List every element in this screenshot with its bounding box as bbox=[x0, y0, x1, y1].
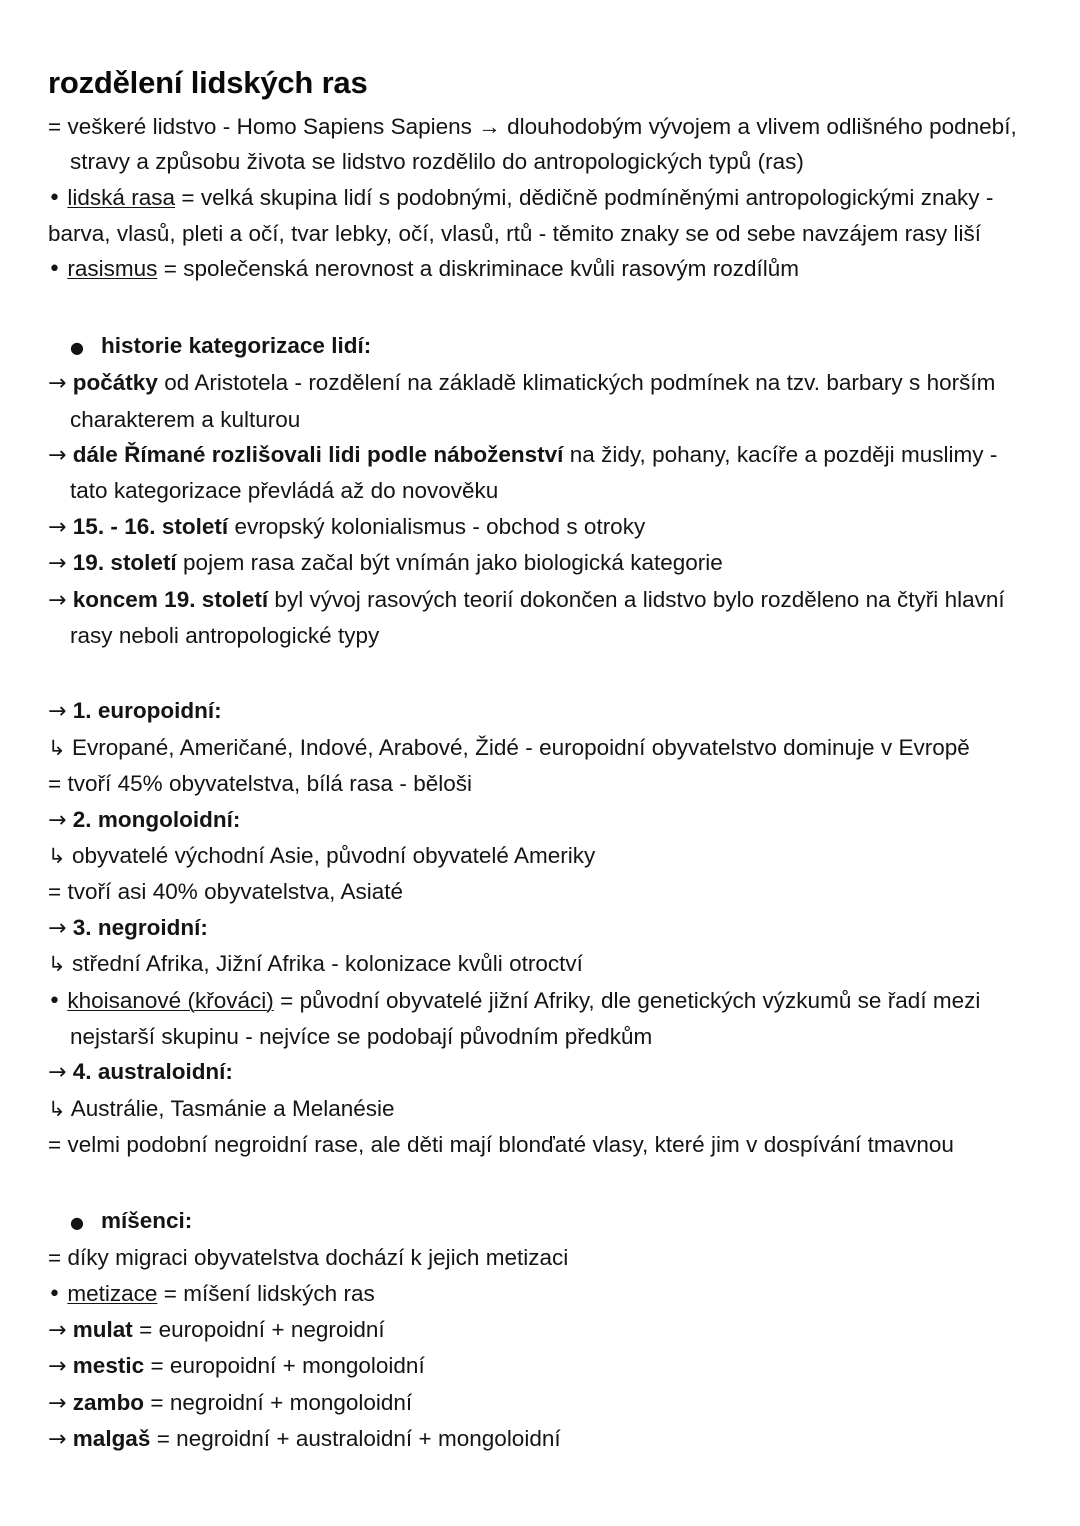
arrow-right-icon: → bbox=[48, 1060, 67, 1086]
arrow-right-icon: → bbox=[48, 915, 67, 941]
definition-lidska-rasa-line-2: barva, vlasů, pleti a očí, tvar lebky, očí, vlasů, rtů - těmito znaky se od sebe navzájem rasy liší bbox=[48, 220, 982, 246]
intro-block bbox=[48, 109, 1036, 288]
round-bullet-icon: ● bbox=[70, 337, 84, 357]
arrow-right-icon: → bbox=[48, 1317, 67, 1343]
race-name: 2. mongoloidní: bbox=[72, 806, 241, 832]
page-title: rozdělení lidských ras bbox=[48, 65, 368, 100]
race-detail-text: Evropané, Američané, Indové, Arabové, Židé - europoidní obyvatelstvo dominuje v Evropě bbox=[65, 734, 970, 760]
term-metizace: metizace bbox=[67, 1280, 158, 1306]
definition-khoisanove-continuation: nejstarší skupinu - nejvíce se podobají původním předkům bbox=[70, 1024, 653, 1050]
history-item-text: na židy, pohany, kacíře a později muslimy - bbox=[563, 441, 998, 467]
race-stat-mongoloidni: = tvoří asi 40% obyvatelstva, Asiaté bbox=[48, 879, 404, 905]
history-item bbox=[48, 582, 1036, 618]
history-item-term: koncem 19. století bbox=[72, 586, 269, 612]
bullet-icon: • bbox=[48, 185, 61, 211]
term-rasismus: rasismus bbox=[67, 256, 158, 282]
arrow-right-icon: → bbox=[48, 1390, 67, 1416]
definition-rasismus bbox=[48, 251, 1036, 287]
race-stat-europoidni: = tvoří 45% obyvatelstva, bílá rasa - běloši bbox=[48, 771, 473, 797]
race-heading-negroidni bbox=[48, 910, 1036, 946]
arrow-right-icon: → bbox=[48, 1354, 67, 1380]
history-item bbox=[48, 509, 1036, 545]
races-block bbox=[48, 693, 1036, 1162]
mixed-item-text: = europoidní + mongoloidní bbox=[144, 1353, 425, 1379]
history-item-continuation: charakterem a kulturou bbox=[70, 406, 301, 432]
history-heading bbox=[48, 328, 1036, 365]
race-detail-text: obyvatelé východní Asie, původní obyvatelé Ameriky bbox=[65, 843, 596, 869]
mixed-item-text: = europoidní + negroidní bbox=[132, 1316, 385, 1342]
arrow-down-right-icon: ↳ bbox=[48, 844, 66, 869]
race-detail-text: Austrálie, Tasmánie a Melanésie bbox=[65, 1095, 395, 1121]
history-item-term: počátky bbox=[72, 370, 158, 396]
mixed-heading-label: míšenci: bbox=[100, 1207, 193, 1233]
arrow-right-icon: → bbox=[48, 514, 67, 540]
history-block bbox=[48, 328, 1036, 654]
race-detail-text: střední Afrika, Jižní Afrika - kolonizace kvůli otroctví bbox=[65, 951, 583, 977]
intro-line-1: = veškeré lidstvo - Homo Sapiens Sapiens → dlouhodobým vývojem a vlivem odlišného podnebí, bbox=[48, 113, 1017, 139]
history-item-term: dále Římané rozlišovali lidi podle náboženství bbox=[72, 441, 564, 467]
history-item bbox=[48, 365, 1036, 401]
race-name: 3. negroidní: bbox=[72, 914, 208, 940]
arrow-down-right-icon: ↳ bbox=[48, 735, 66, 760]
history-item-term: 19. století bbox=[72, 550, 177, 576]
mixed-block bbox=[48, 1203, 1036, 1458]
bullet-icon: • bbox=[48, 257, 61, 283]
mixed-item-text: = negroidní + mongoloidní bbox=[144, 1389, 413, 1415]
mixed-item-term: malgaš bbox=[72, 1426, 151, 1452]
definition-text: = míšení lidských ras bbox=[157, 1280, 375, 1306]
mixed-item-term: zambo bbox=[72, 1389, 145, 1415]
mixed-item-term: mestic bbox=[72, 1353, 145, 1379]
arrow-right-icon: → bbox=[48, 371, 67, 397]
intro-line-2: stravy a způsobu života se lidstvo rozdělilo do antropologických typů (ras) bbox=[70, 149, 804, 175]
definition-khoisanove bbox=[48, 983, 1036, 1019]
definition-lidska-rasa bbox=[48, 180, 1036, 216]
mixed-intro: = díky migraci obyvatelstva dochází k jejich metizaci bbox=[48, 1245, 569, 1271]
history-item-text: pojem rasa začal být vnímán jako biologická kategorie bbox=[176, 550, 723, 576]
race-name: 1. europoidní: bbox=[72, 698, 222, 724]
history-item-continuation: tato kategorizace převládá až do novověku bbox=[70, 478, 499, 504]
term-khoisanove: khoisanové (křováci) bbox=[67, 987, 274, 1013]
arrow-right-icon: → bbox=[48, 807, 67, 833]
mixed-item-malgas bbox=[48, 1421, 1036, 1457]
mixed-item-zambo bbox=[48, 1385, 1036, 1421]
history-item-term: 15. - 16. století bbox=[72, 513, 229, 539]
history-item-text: od Aristotela - rozdělení na základě klimatických podmínek na tzv. barbary s horším bbox=[157, 370, 996, 396]
race-detail-australoidni bbox=[48, 1091, 1036, 1127]
race-detail-europoidni bbox=[48, 730, 1036, 766]
history-item-text: byl vývoj rasových teorií dokončen a lidstvo bylo rozděleno na čtyři hlavní bbox=[268, 586, 1005, 612]
race-name: 4. australoidní: bbox=[72, 1059, 233, 1085]
arrow-right-icon: → bbox=[48, 587, 67, 613]
definition-metizace bbox=[48, 1276, 1036, 1312]
history-heading-label: historie kategorizace lidí: bbox=[100, 332, 372, 358]
mixed-heading bbox=[48, 1203, 1036, 1240]
term-lidska-rasa: lidská rasa bbox=[67, 184, 175, 210]
section-gap bbox=[48, 653, 1036, 693]
race-heading-europoidni bbox=[48, 693, 1036, 729]
race-heading-mongoloidni bbox=[48, 802, 1036, 838]
mixed-item-text: = negroidní + australoidní + mongoloidní bbox=[150, 1426, 561, 1452]
arrow-right-icon: → bbox=[48, 551, 67, 577]
round-bullet-icon: ● bbox=[70, 1212, 84, 1232]
history-item bbox=[48, 437, 1036, 473]
race-stat-australoidni: = velmi podobní negroidní rase, ale děti mají blonďaté vlasy, které jim v dospívání tmavnou bbox=[48, 1132, 954, 1158]
definition-text: = velká skupina lidí s podobnými, dědičně podmíněnými antropologickými znaky - bbox=[175, 184, 994, 210]
arrow-right-icon: → bbox=[48, 699, 67, 725]
race-detail-mongoloidni bbox=[48, 838, 1036, 874]
definition-text: = společenská nerovnost a diskriminace kvůli rasovým rozdílům bbox=[157, 256, 800, 282]
arrow-right-icon: → bbox=[48, 1427, 67, 1453]
mixed-item-term: mulat bbox=[72, 1316, 133, 1342]
arrow-down-right-icon: ↳ bbox=[48, 952, 66, 977]
definition-text: = původní obyvatelé jižní Afriky, dle genetických výzkumů se řadí mezi bbox=[273, 987, 981, 1013]
section-gap bbox=[48, 1163, 1036, 1203]
history-item-continuation: rasy neboli antropologické typy bbox=[70, 623, 380, 648]
bullet-icon: • bbox=[48, 988, 61, 1014]
mixed-item-mulat bbox=[48, 1312, 1036, 1348]
race-detail-negroidni bbox=[48, 946, 1036, 982]
section-gap bbox=[48, 288, 1036, 328]
history-item bbox=[48, 545, 1036, 581]
arrow-down-right-icon: ↳ bbox=[48, 1096, 66, 1121]
arrow-right-icon: → bbox=[48, 442, 67, 468]
mixed-item-mestic bbox=[48, 1348, 1036, 1384]
race-heading-australoidni bbox=[48, 1054, 1036, 1090]
bullet-icon: • bbox=[48, 1281, 61, 1307]
history-item-text: evropský kolonialismus - obchod s otroky bbox=[228, 513, 646, 539]
